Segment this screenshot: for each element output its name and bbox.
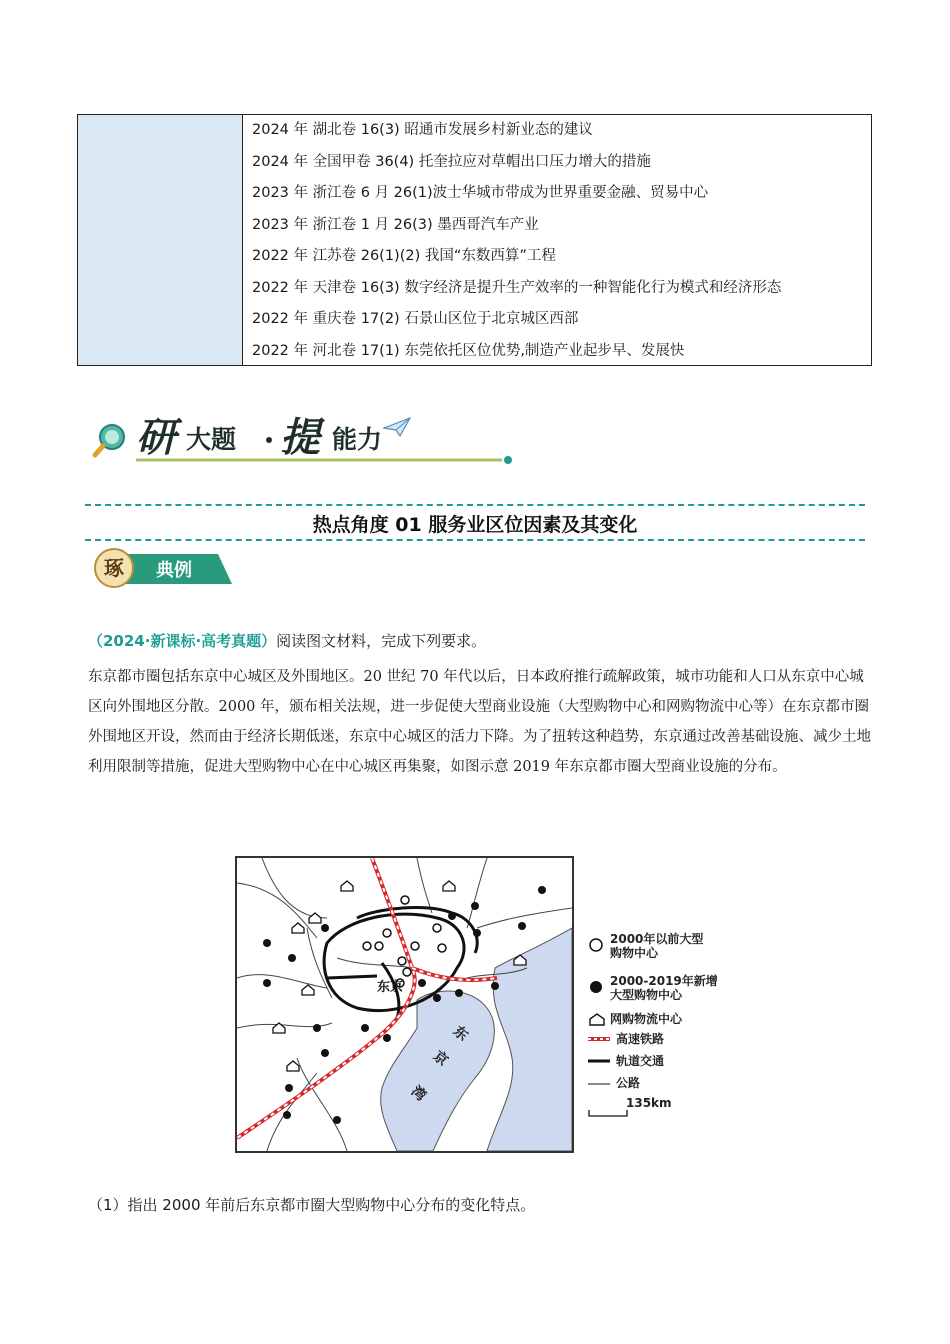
- tokyo-map: [235, 856, 574, 1153]
- question-1: （1）指出 2000 年前后东京都市圈大型购物中心分布的变化特点。: [88, 1196, 536, 1214]
- legend-old-mall-label: [610, 932, 703, 960]
- map-svg: [237, 858, 572, 1151]
- legend-new-mall-label: [610, 974, 718, 1002]
- legend-text: 轨道交通: [616, 1054, 665, 1068]
- reference-table: [77, 114, 872, 366]
- badge-seal-text: 琢: [104, 556, 124, 580]
- scale-bar-icon: [588, 1110, 628, 1118]
- title-top-dashline: [85, 504, 865, 506]
- paper-plane-icon: [383, 416, 411, 438]
- filled-circle-icon: [588, 979, 604, 995]
- table-row: 2024 年 全国甲卷 36(4) 托奎拉应对草帽出口压力增大的措施: [252, 153, 651, 170]
- table-row: 2023 年 浙江卷 6 月 26(1)波士华城市带成为世界重要金融、贸易中心: [252, 185, 709, 201]
- bay-label-1: 东: [449, 1023, 471, 1045]
- table-row: 2023 年 浙江卷 1 月 26(3) 墨西哥汽车产业: [252, 216, 539, 233]
- table-row: 2022 年 天津卷 16(3) 数字经济是提升生产效率的一种智能化行为模式和经济形态: [252, 279, 782, 296]
- road-line-icon: [588, 1082, 610, 1086]
- badge-label-text: 典例: [156, 560, 192, 581]
- legend-text: 大型购物中心: [610, 988, 683, 1002]
- bay-label-2: 京: [429, 1048, 451, 1070]
- banner-char-2: 提: [280, 414, 320, 461]
- legend-text: 购物中心: [610, 946, 659, 960]
- table-row: 2024 年 湖北卷 16(3) 昭通市发展乡村新业态的建议: [252, 122, 593, 138]
- section-title: 热点角度 01 服务业区位因素及其变化: [312, 514, 638, 536]
- legend-text: 2000年以前大型: [610, 932, 704, 946]
- table-left-cell: [78, 115, 243, 365]
- legend-text: 2000-2019年新增: [610, 974, 718, 988]
- ocean-east: [487, 928, 572, 1151]
- magnifier-icon: [92, 422, 128, 458]
- map-city-label: 东京: [377, 980, 404, 995]
- table-row: 2022 年 重庆卷 17(2) 石景山区位于北京城区西部: [252, 311, 579, 327]
- legend-text: 公路: [616, 1076, 641, 1090]
- source-instruction: 阅读图文材料，完成下列要求。: [276, 632, 487, 650]
- banner-separator: [266, 437, 272, 443]
- banner-word-1: 大题: [186, 425, 237, 454]
- bay-label-3: 湾: [407, 1083, 429, 1105]
- legend-text: 135km: [626, 1096, 672, 1110]
- material-paragraph: 东京都市圈包括东京中心城区及外围地区。20 世纪 70 年代以后，日本政府推行疏解政策，城市功能和人口从东京中心城区向外围地区分散。2000 年，颁布相关法规，进一步促使大型商业设施（大型购物中心和网购物流中心等）在东京都市圈外围地区开设，然而由于经济长期低迷，东京中心城区的活力下降。为了扭转这种趋势，东京通过改善基础设施、减少土地利用限制等措施，促进大型购物中心在中心城区再集聚，如图示意 2019 年东京都市圈大型商业设施的分布。: [88, 669, 871, 775]
- table-row: 2022 年 河北卷 17(1) 东莞依托区位优势,制造产业起步早、发展快: [252, 342, 685, 359]
- source-tag: （2024·新课标·高考真题）: [88, 632, 277, 650]
- legend-text: 高速铁路: [616, 1032, 665, 1046]
- warehouse-icon: [588, 1012, 606, 1026]
- banner-underline: [136, 456, 516, 464]
- table-row: 2022 年 江苏卷 26(1)(2) 我国“东数西算”工程: [252, 248, 556, 264]
- table-right-cell: [243, 115, 871, 365]
- banner-word-2: 能力: [332, 425, 383, 454]
- legend-text: 网购物流中心: [610, 1012, 683, 1026]
- source-line: [88, 630, 486, 651]
- rail-line-icon: [588, 1035, 610, 1043]
- banner-char-1: 研: [136, 414, 174, 461]
- title-bottom-dashline: [85, 539, 865, 541]
- section-banner: [90, 404, 530, 474]
- open-circle-icon: [588, 937, 604, 953]
- transit-line-icon: [588, 1058, 610, 1064]
- example-badge: [92, 548, 232, 588]
